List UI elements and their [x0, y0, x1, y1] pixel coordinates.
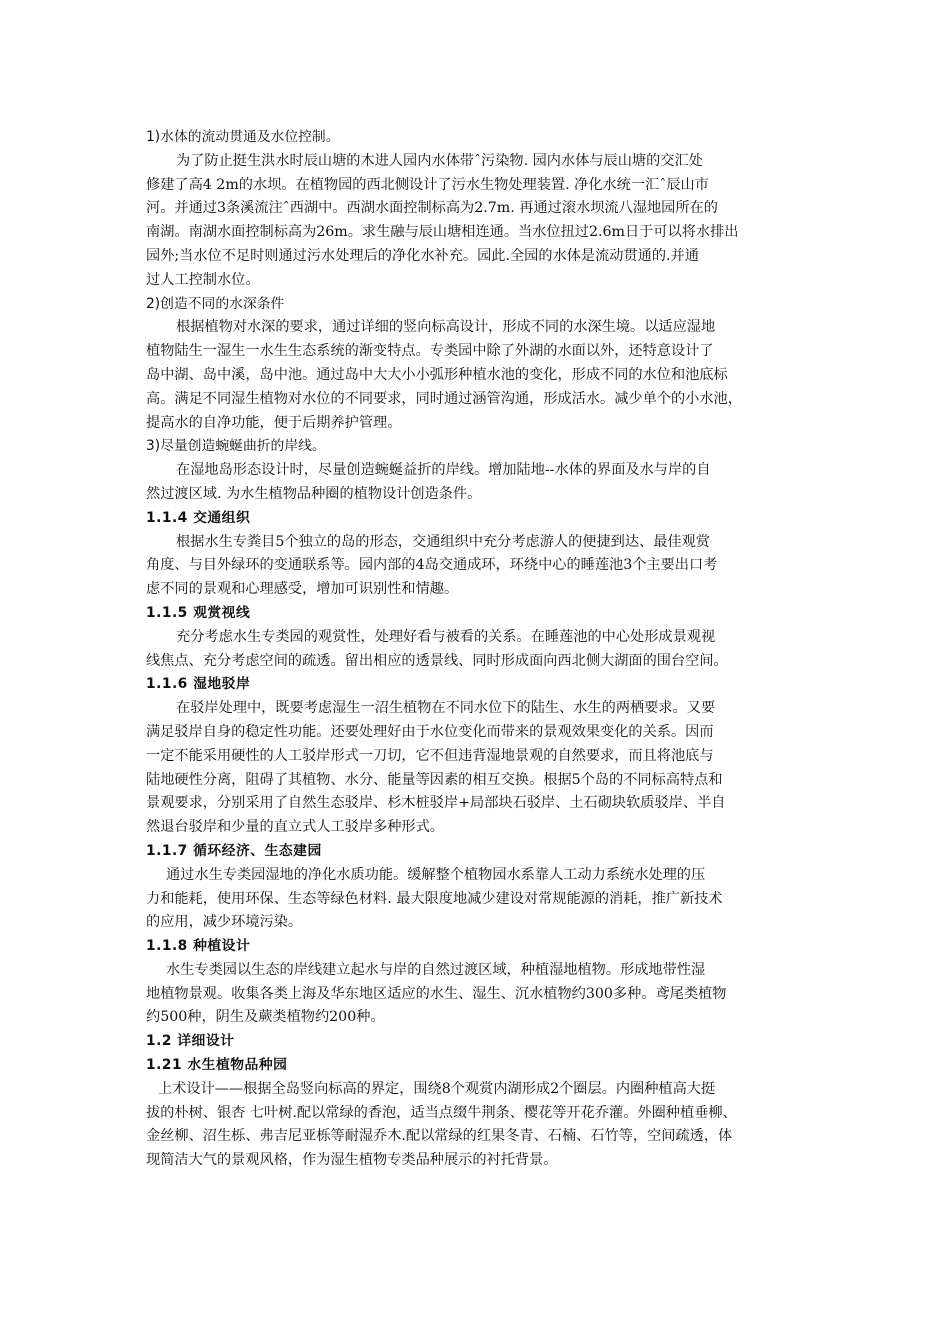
subheading: 3)尽量创造蜿蜒曲折的岸线。	[146, 438, 326, 455]
paragraph-line: 水生专类园以生态的岸线建立起水与岸的自然过渡区域，种植湿地植物。形成地带性湿	[166, 961, 706, 978]
document-body	[146, 126, 814, 1173]
section-heading: 1.1.8 种植设计	[146, 938, 251, 955]
paragraph-line: 修建了高4 2m的水坝。在植物园的西北侧设计了污水生物处理装置. 净化水统一汇ˆ辰山市	[146, 176, 709, 193]
paragraph-line: 提高水的自净功能，便于后期养护管理。	[146, 414, 402, 431]
paragraph-line: 根据植物对水深的要求，通过详细的竖向标高设计，形成不同的水深生境。以适应湿地	[176, 319, 716, 336]
section-heading: 1.1.6 湿地驳岸	[146, 676, 251, 693]
paragraph-line: 然退台驳岸和少量的直立式人工驳岸多种形式。	[146, 819, 444, 836]
paragraph-line: 金丝柳、沼生栎、弗吉尼亚栎等耐湿乔木.配以常绿的红果冬青、石楠、石竹等，空间疏透，体	[146, 1128, 733, 1145]
paragraph-line: 约500种，阴生及蕨类植物约200种。	[146, 1009, 385, 1026]
paragraph-line: 的应用，减少环境污染。	[146, 914, 303, 931]
paragraph-line: 满足驳岸自身的稳定性功能。还要处理好由于水位变化而带来的景观效果变化的关系。因而	[146, 723, 714, 740]
paragraph-line: 陆地硬性分离，阻碍了其植物、水分、能量等因素的相互交换。根据5个岛的不同标高特点和	[146, 771, 723, 788]
subheading: 1)水体的流动贯通及水位控制。	[146, 129, 340, 145]
paragraph-line: 地植物景观。收集各类上海及华东地区适应的水生、湿生、沉水植物约300多种。鸢尾类植物	[146, 985, 727, 1002]
paragraph-line: 虑不同的景观和心理感受，增加可识别性和情趣。	[146, 581, 459, 598]
section-heading: 1.2 详细设计	[146, 1033, 235, 1050]
paragraph-line: 通过水生专类园湿地的净化水质功能。缓解整个植物园水系靠人工动力系统水处理的压	[166, 866, 706, 883]
paragraph-line: 角度、与目外绿环的变通联系等。园内部的4岛交通成环，环绕中心的睡莲池3个主要出口考	[146, 557, 718, 574]
paragraph-line: 高。满足不同湿生植物对水位的不同要求，同时通过涵管沟通，形成活水。减少单个的小水池，	[146, 390, 742, 407]
section-heading: 1.1.7 循环经济、生态建园	[146, 842, 322, 859]
subheading: 2)创造不同的水深条件	[146, 295, 285, 312]
paragraph-line: 然过渡区域. 为水生植物品种圈的植物设计创造条件。	[146, 485, 482, 502]
paragraph-line: 南湖。南湖水面控制标高为26m。求生融与辰山塘相连通。当水位扭过2.6m日于可以将水排出	[146, 224, 739, 241]
paragraph-line: 充分考虑水生专类园的观赏性，处理好看与被看的关系。在睡莲池的中心处形成景观视	[176, 628, 716, 645]
paragraph-line: 现简洁大气的景观风格，作为湿生植物专类品种展示的衬托背景。	[146, 1152, 558, 1169]
paragraph-line: 线焦点、充分考虑空间的疏透。留出相应的透景线、同时形成面向西北侧大湖面的围台空间。	[146, 652, 728, 669]
paragraph-line: 河。并通过3条溪流注ˆ西湖中。西湖水面控制标高为2.7m. 再通过滚水坝流八湿地园所在的	[146, 200, 718, 217]
paragraph-line: 岛中湖、岛中溪，岛中池。通过岛中大大小小弧形种植水池的变化，形成不同的水位和池底标	[146, 366, 728, 383]
paragraph-line: 力和能耗，使用环保、生态等绿色材料. 最大限度地减少建设对常规能源的消耗，推广新技术	[146, 890, 723, 907]
paragraph-line: 根据水生专粪目5个独立的岛的形态，交通组织中充分考虑游人的便捷到达、最佳观赏	[176, 533, 710, 550]
paragraph-line: 过人工控制水位。	[146, 271, 260, 288]
paragraph-line: 一定不能采用硬性的人工驳岸形式一刀切，它不但违背湿地景观的自然要求，而且将池底与	[146, 747, 714, 764]
paragraph-line: 拔的朴树、银杏 七叶树.配以常绿的香泡，适当点缀牛荆条、樱花等开花乔灌。外圈种植垂柳、	[146, 1104, 737, 1121]
paragraph-line: 园外;当水位不足时则通过污水处理后的净化水补充。园此.全园的水体是流动贯通的.并通	[146, 247, 699, 264]
paragraph-line: 为了防止挺生洪水时辰山塘的木进人园内水体带ˆ污染物. 园内水体与辰山塘的交汇处	[176, 152, 703, 169]
section-heading: 1.1.4 交通组织	[146, 509, 251, 526]
paragraph-line: 上术设计——根据全岛竖向标高的界定，围绕8个观赏内湖形成2个圈层。内圈种植高大挺	[158, 1080, 716, 1097]
paragraph-line: 在湿地岛形态设计时，尽量创造蜿蜒益折的岸线。增加陆地--水体的界面及水与岸的自	[176, 462, 711, 479]
paragraph-line: 在驳岸处理中，既要考虑湿生一沼生植物在不同水位下的陆生、水生的两栖要求。又要	[176, 700, 716, 717]
paragraph-line: 景观要求，分别采用了自然生态驳岸、杉木桩驳岸+局部块石驳岸、土石砌块软质驳岸、半自	[146, 795, 726, 812]
paragraph-line: 植物陆生一湿生一水生生态系统的渐变特点。专类园中除了外湖的水面以外，还特意设计了	[146, 343, 714, 360]
section-heading: 1.21 水生植物品种园	[146, 1057, 288, 1074]
section-heading: 1.1.5 观赏视线	[146, 604, 251, 621]
